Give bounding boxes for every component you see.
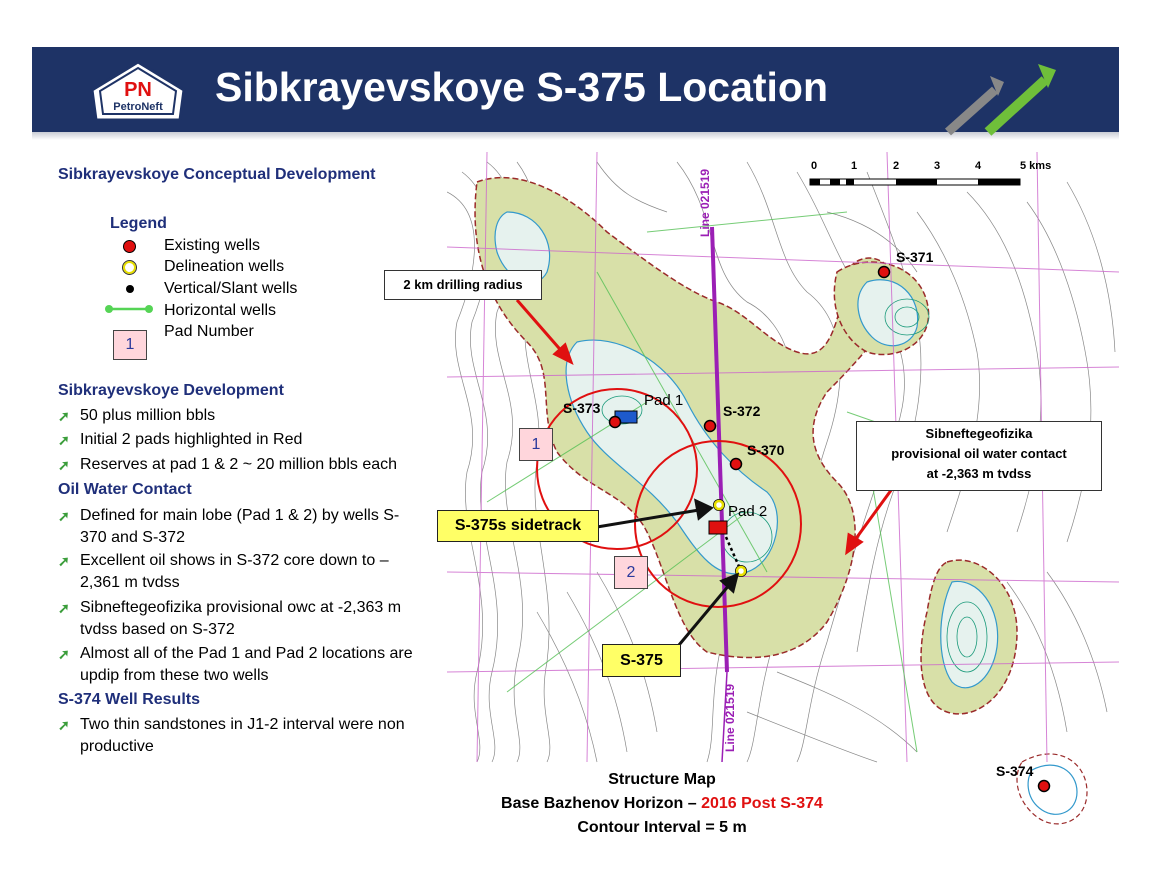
map-caption <box>447 768 877 840</box>
scale-label: 5 kms <box>1020 160 1052 172</box>
pad-number-1: 1 <box>519 428 553 461</box>
pad1-label: Pad 1 <box>644 392 684 409</box>
bullet-arrow-icon: ➚ <box>58 717 70 733</box>
page-title: Sibkrayevskoye S-375 Location <box>215 64 829 110</box>
pad-box-icon: 1 <box>113 330 147 360</box>
list-item: ➚ 50 plus million bbls <box>58 405 428 427</box>
scale-label: 3 <box>933 160 941 172</box>
logo-pn-text: PN <box>124 79 152 101</box>
legend-label: Horizontal wells <box>164 302 277 319</box>
owc-callout <box>856 421 1102 491</box>
s375s-sidetrack-callout: S-375s sidetrack <box>437 510 599 542</box>
pad-number-2: 2 <box>614 556 648 589</box>
legend-label: Delineation wells <box>164 258 285 275</box>
well-s370 <box>731 459 742 470</box>
legend-label: Vertical/Slant wells <box>164 280 298 297</box>
well-s374 <box>1039 781 1050 792</box>
caption-contour-interval: Contour Interval = 5 m <box>577 819 747 836</box>
pad2-label: Pad 2 <box>728 503 768 520</box>
legend-title: Legend <box>110 215 167 232</box>
seismic-line-label-top: Line 021519 <box>698 168 712 237</box>
s374-title: S-374 Well Results <box>58 691 200 708</box>
section-title: Sibkrayevskoye Conceptual Development <box>58 166 376 183</box>
caption-horizon-red: 2016 Post S-374 <box>701 795 823 812</box>
well-label-s373: S-373 <box>563 400 601 416</box>
well-s372 <box>705 421 716 432</box>
list-item: ➚ Excellent oil shows in S-372 core down to – 2,361 m tvdss <box>58 552 389 591</box>
structure-map <box>403 152 1119 842</box>
list-item: ➚ Two thin sandstones in J1-2 interval were non productive <box>58 716 405 755</box>
bullet-arrow-icon: ➚ <box>58 646 70 662</box>
petroneft-logo <box>88 58 188 124</box>
logo-petroneft-text: PetroNeft <box>113 101 163 113</box>
development-title: Sibkrayevskoye Development <box>58 382 284 399</box>
list-item: ➚ Initial 2 pads highlighted in Red <box>58 429 428 451</box>
owc-callout-line: provisional oil water contact <box>891 446 1067 461</box>
well-label-s372: S-372 <box>723 403 761 419</box>
list-item: ➚ Defined for main lobe (Pad 1 & 2) by wells S-370 and S-372 <box>58 507 400 546</box>
scale-label: 2 <box>892 160 900 172</box>
map-canvas <box>447 152 1119 842</box>
well-s371 <box>879 267 890 278</box>
well-s373 <box>610 417 621 428</box>
owc-callout-line: at -2,363 m tvdss <box>926 466 1032 481</box>
scale-label: 4 <box>974 160 982 172</box>
caption-horizon <box>447 792 877 816</box>
bullet-arrow-icon: ➚ <box>58 600 70 616</box>
yellow-circle-icon <box>123 261 136 274</box>
growth-arrows-icon <box>940 62 1060 137</box>
bullet-arrow-icon: ➚ <box>58 408 70 424</box>
scale-label: 0 <box>810 160 818 172</box>
drilling-radius-callout: 2 km drilling radius <box>384 270 542 300</box>
owc-callout-line: Sibneftegeofizika <box>925 426 1033 441</box>
seismic-line-label-bottom: Line 021519 <box>723 683 737 752</box>
bullet-arrow-icon: ➚ <box>58 457 70 473</box>
well-label-s371: S-371 <box>896 249 934 265</box>
pad2-rect <box>709 521 727 534</box>
owc-title: Oil Water Contact <box>58 481 192 498</box>
well-label-s370: S-370 <box>747 442 785 458</box>
legend-label: Existing wells <box>164 237 261 254</box>
green-line-icon <box>104 303 154 315</box>
bullet-arrow-icon: ➚ <box>58 508 70 524</box>
list-item: ➚ Almost all of the Pad 1 and Pad 2 locations are updip from these two wells <box>58 645 413 684</box>
well-label-s374: S-374 <box>996 763 1034 779</box>
caption-title: Structure Map <box>608 771 716 788</box>
bullet-arrow-icon: ➚ <box>58 553 70 569</box>
red-circle-icon <box>123 240 136 253</box>
black-dot-icon <box>126 285 134 293</box>
scale-label: 1 <box>850 160 858 172</box>
caption-horizon-text: Base Bazhenov Horizon – <box>501 795 702 812</box>
bullet-arrow-icon: ➚ <box>58 432 70 448</box>
s375-callout: S-375 <box>602 644 681 677</box>
legend-label: Pad Number <box>164 323 254 340</box>
list-item: ➚ Reserves at pad 1 & 2 ~ 20 million bbls each <box>58 454 428 476</box>
list-item: ➚ Sibneftegeofizika provisional owc at -2,363 m tvdss based on S-372 <box>58 599 402 638</box>
